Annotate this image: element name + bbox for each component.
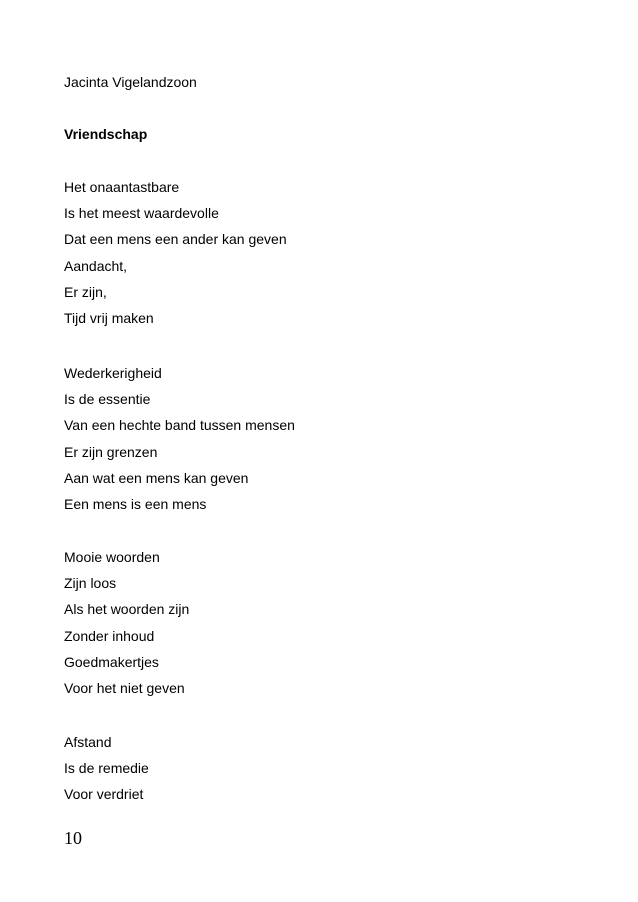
- poem-line: Goedmakertjes: [64, 653, 159, 670]
- poem-line: Zonder inhoud: [64, 627, 155, 644]
- poem-title: Vriendschap: [64, 126, 148, 142]
- poem-line: Er zijn,: [64, 283, 107, 300]
- stanza-2: [64, 360, 295, 517]
- poem-line: Voor verdriet: [64, 786, 144, 803]
- poem-line: Het onaantastbare: [64, 179, 180, 195]
- poem-line: Zijn loos: [64, 575, 117, 592]
- poem-line: Is het meest waardevolle: [64, 205, 219, 222]
- stanza-3: [64, 544, 189, 701]
- poem-line: Van een hechte band tussen mensen: [64, 417, 295, 434]
- poem-line: Mooie woorden: [64, 549, 160, 565]
- poem-line: Wederkerigheid: [64, 365, 162, 381]
- page-number: 10: [64, 828, 82, 848]
- poem-line: Is de remedie: [64, 760, 149, 777]
- poem-line: Aandacht,: [64, 257, 128, 274]
- poem-line: Er zijn grenzen: [64, 443, 158, 460]
- poem-line: Aan wat een mens kan geven: [64, 469, 249, 486]
- poem-line: Afstand: [64, 734, 112, 750]
- poem-line: Tijd vrij maken: [64, 309, 154, 326]
- poem-line: Is de essentie: [64, 391, 151, 408]
- stanza-1: [64, 174, 287, 331]
- poem-line: Dat een mens een ander kan geven: [64, 231, 287, 248]
- poem-line: Als het woorden zijn: [64, 601, 190, 618]
- author-name: Jacinta Vigelandzoon: [64, 74, 197, 90]
- stanza-4: [64, 729, 149, 808]
- poem-line: Voor het niet geven: [64, 679, 185, 696]
- poem-line: Een mens is een mens: [64, 495, 207, 512]
